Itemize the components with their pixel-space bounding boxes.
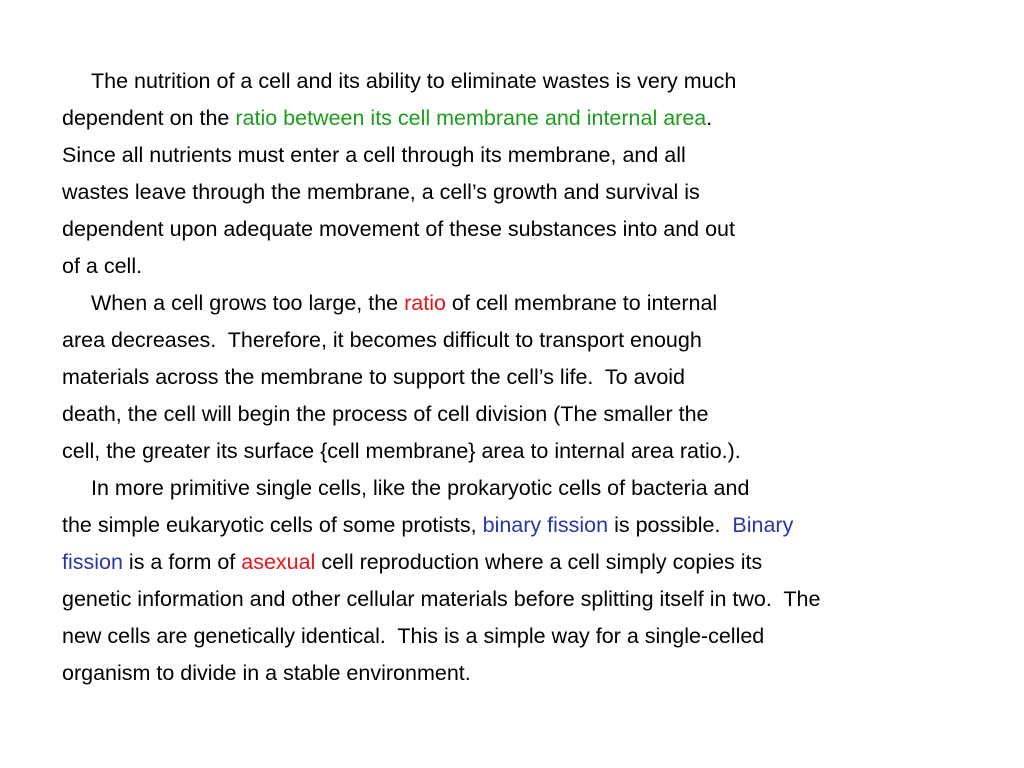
body-text <box>62 63 1022 692</box>
p3-text-4: genetic information and other cellular materials before splitting itself in two. The <box>62 587 821 611</box>
p1-text-5: dependent upon adequate movement of these substances into and out <box>62 217 735 241</box>
highlight-ratio-membrane-area: ratio between its cell membrane and internal area <box>235 106 707 130</box>
p3-line-6 <box>62 655 1022 692</box>
p2-text-4: death, the cell will begin the process of cell division (The smaller the <box>62 402 709 426</box>
p3-text-2c: is possible. <box>608 513 733 537</box>
p3-line-3 <box>62 544 1022 581</box>
p3-line-1 <box>62 470 1022 507</box>
p1-line-5 <box>62 211 1022 248</box>
p3-text-3d: cell reproduction where a cell simply copies its <box>315 550 763 574</box>
p2-line-1 <box>62 285 1022 322</box>
p3-text-3b: is a form of <box>122 550 242 574</box>
p1-line-6 <box>62 248 1022 285</box>
p3-text-6: organism to divide in a stable environment. <box>62 661 471 685</box>
p1-line-3 <box>62 137 1022 174</box>
p1-text-3: Since all nutrients must enter a cell through its membrane, and all <box>62 143 686 167</box>
p2-line-5 <box>62 433 1022 470</box>
p1-text-6: of a cell. <box>62 254 143 278</box>
p1-text-4: wastes leave through the membrane, a cell’s growth and survival is <box>62 180 700 204</box>
highlight-fission: fission <box>62 550 123 574</box>
p2-line-4 <box>62 396 1022 433</box>
p1-text-2a: dependent on the <box>62 106 236 130</box>
highlight-asexual: asexual <box>241 550 316 574</box>
p2-text-2: area decreases. Therefore, it becomes difficult to transport enough <box>62 328 702 352</box>
p2-text-1a: When a cell grows too large, the <box>91 291 405 315</box>
p1-line-2 <box>62 100 1022 137</box>
p2-line-3 <box>62 359 1022 396</box>
p2-text-5: cell, the greater its surface {cell membrane} area to internal area ratio.). <box>62 439 741 463</box>
highlight-binary: Binary <box>732 513 794 537</box>
p2-text-3: materials across the membrane to support the cell’s life. To avoid <box>62 365 686 389</box>
p3-text-1: In more primitive single cells, like the prokaryotic cells of bacteria and <box>91 476 750 500</box>
p3-line-5 <box>62 618 1022 655</box>
p1-text-2c: . <box>706 106 713 130</box>
p2-text-1c: of cell membrane to internal <box>445 291 718 315</box>
p3-line-4 <box>62 581 1022 618</box>
p1-line-1 <box>62 63 1022 100</box>
p1-text-1: The nutrition of a cell and its ability to eliminate wastes is very much <box>91 69 737 93</box>
p2-line-2 <box>62 322 1022 359</box>
p3-line-2 <box>62 507 1022 544</box>
p3-text-5: new cells are genetically identical. This is a simple way for a single-celled <box>62 624 765 648</box>
highlight-ratio: ratio <box>404 291 446 315</box>
p1-line-4 <box>62 174 1022 211</box>
p3-text-2a: the simple eukaryotic cells of some protists, <box>62 513 483 537</box>
highlight-binary-fission: binary fission <box>482 513 609 537</box>
